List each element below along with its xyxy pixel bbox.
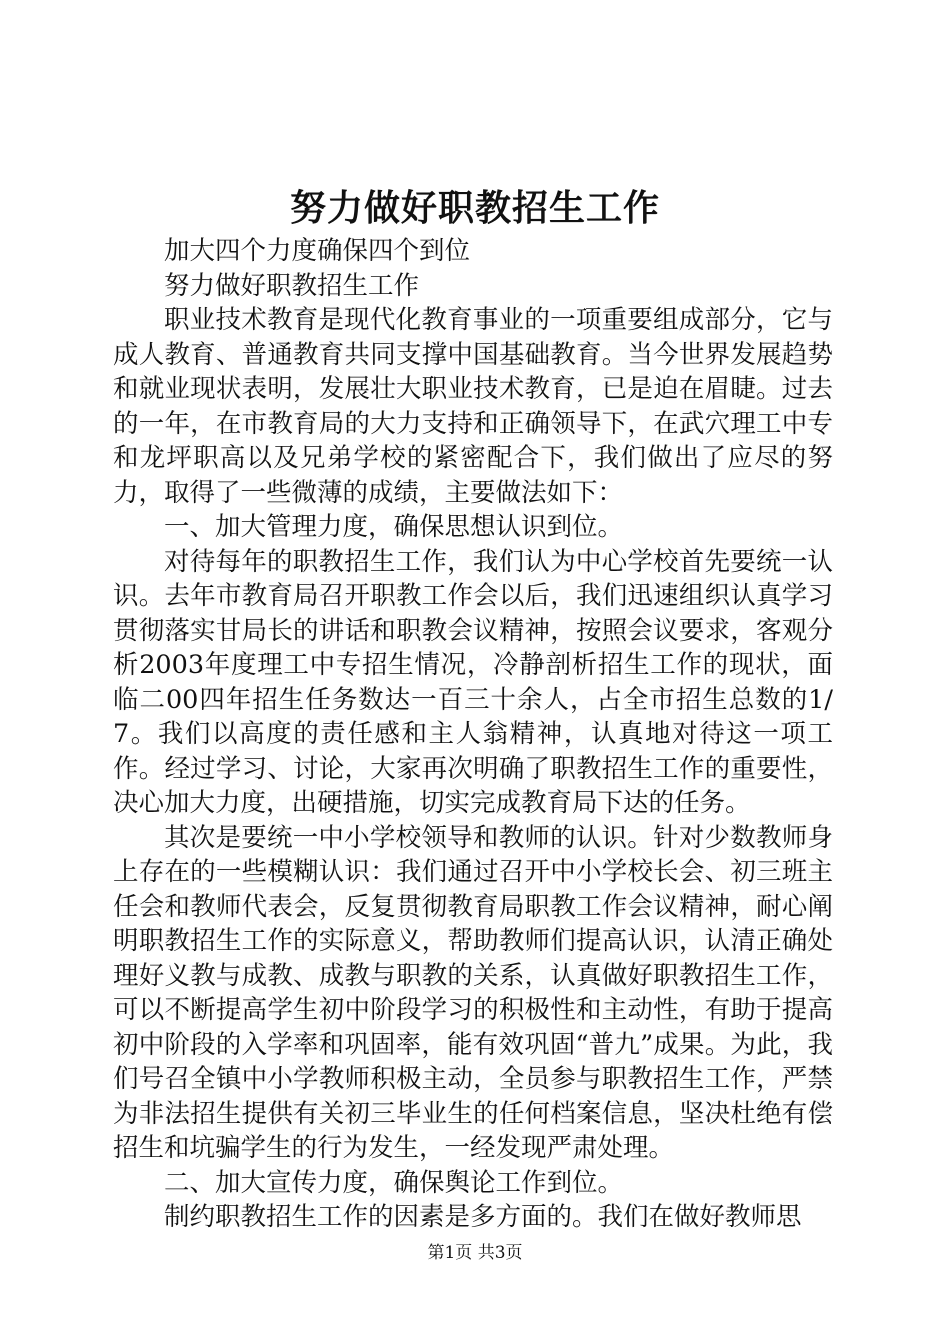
page-footer: 第1页 共3页 [427,1243,523,1263]
paragraph-subtitle-2: 努力做好职教招生工作 [164,270,420,301]
paragraph-body: 对待每年的职教招生工作，我们认为中心学校首先要统一认识。去年市教育局召开职教工作会以后，我们迅速组织认真学习贯彻落实甘局长的讲话和职教会议精神，按照会议要求，客观分析2003年度理工中专招生情况，冷静剖析招生工作的现状，面临二00四年招生任务数达一百三十余人，占全市招生总数的1/7。我们以高度的责任感和主人翁精神，认真地对待这一项工作。经过学习、讨论，大家再次明确了职教招生工作的重要性，决心加大力度，出硬措施，切实完成教育局下达的任务。 [113,546,833,818]
section-heading-1: 一、加大管理力度，确保思想认识到位。 [164,512,624,542]
paragraph-subtitle-1: 加大四个力度确保四个到位 [164,236,471,266]
section-heading-2: 二、加大宣传力度，确保舆论工作到位。 [164,1167,624,1198]
document-body [113,234,833,1235]
paragraph-intro: 职业技术教育是现代化教育事业的一项重要组成部分，它与成人教育、普通教育共同支撑中国基础教育。当今世界发展趋势和就业现状表明，发展壮大职业技术教育，已是迫在眉睫。过去的一年，在市教育局的大力支持和正确领导下，在武穴理工中专和龙坪职高以及兄弟学校的紧密配合下，我们做出了应尽的努力，取得了一些微薄的成绩，主要做法如下： [113,305,833,508]
paragraph-body: 制约职教招生工作的因素是多方面的。我们在做好教师思 [164,1202,802,1232]
paragraph-body: 其次是要统一中小学校领导和教师的认识。针对少数教师身上存在的一些模糊认识：我们通过召开中小学校长会、初三班主任会和教师代表会，反复贯彻教育局职教工作会议精神，耐心阐明职教招生工作的实际意义，帮助教师们提高认识，认清正确处理好义教与成教、成教与职教的关系，认真做好职教招生工作，可以不断提高学生初中阶段学习的积极性和主动性，有助于提高初中阶段的入学率和巩固率，能有效巩固“普九”成果。为此，我们号召全镇中小学教师积极主动，全员参与职教招生工作，严禁为非法招生提供有关初三毕业生的任何档案信息，坚决杜绝有偿招生和坑骗学生的行为发生，一经发现严肃处理。 [113,822,833,1163]
document-title: 努力做好职教招生工作 [289,187,660,229]
